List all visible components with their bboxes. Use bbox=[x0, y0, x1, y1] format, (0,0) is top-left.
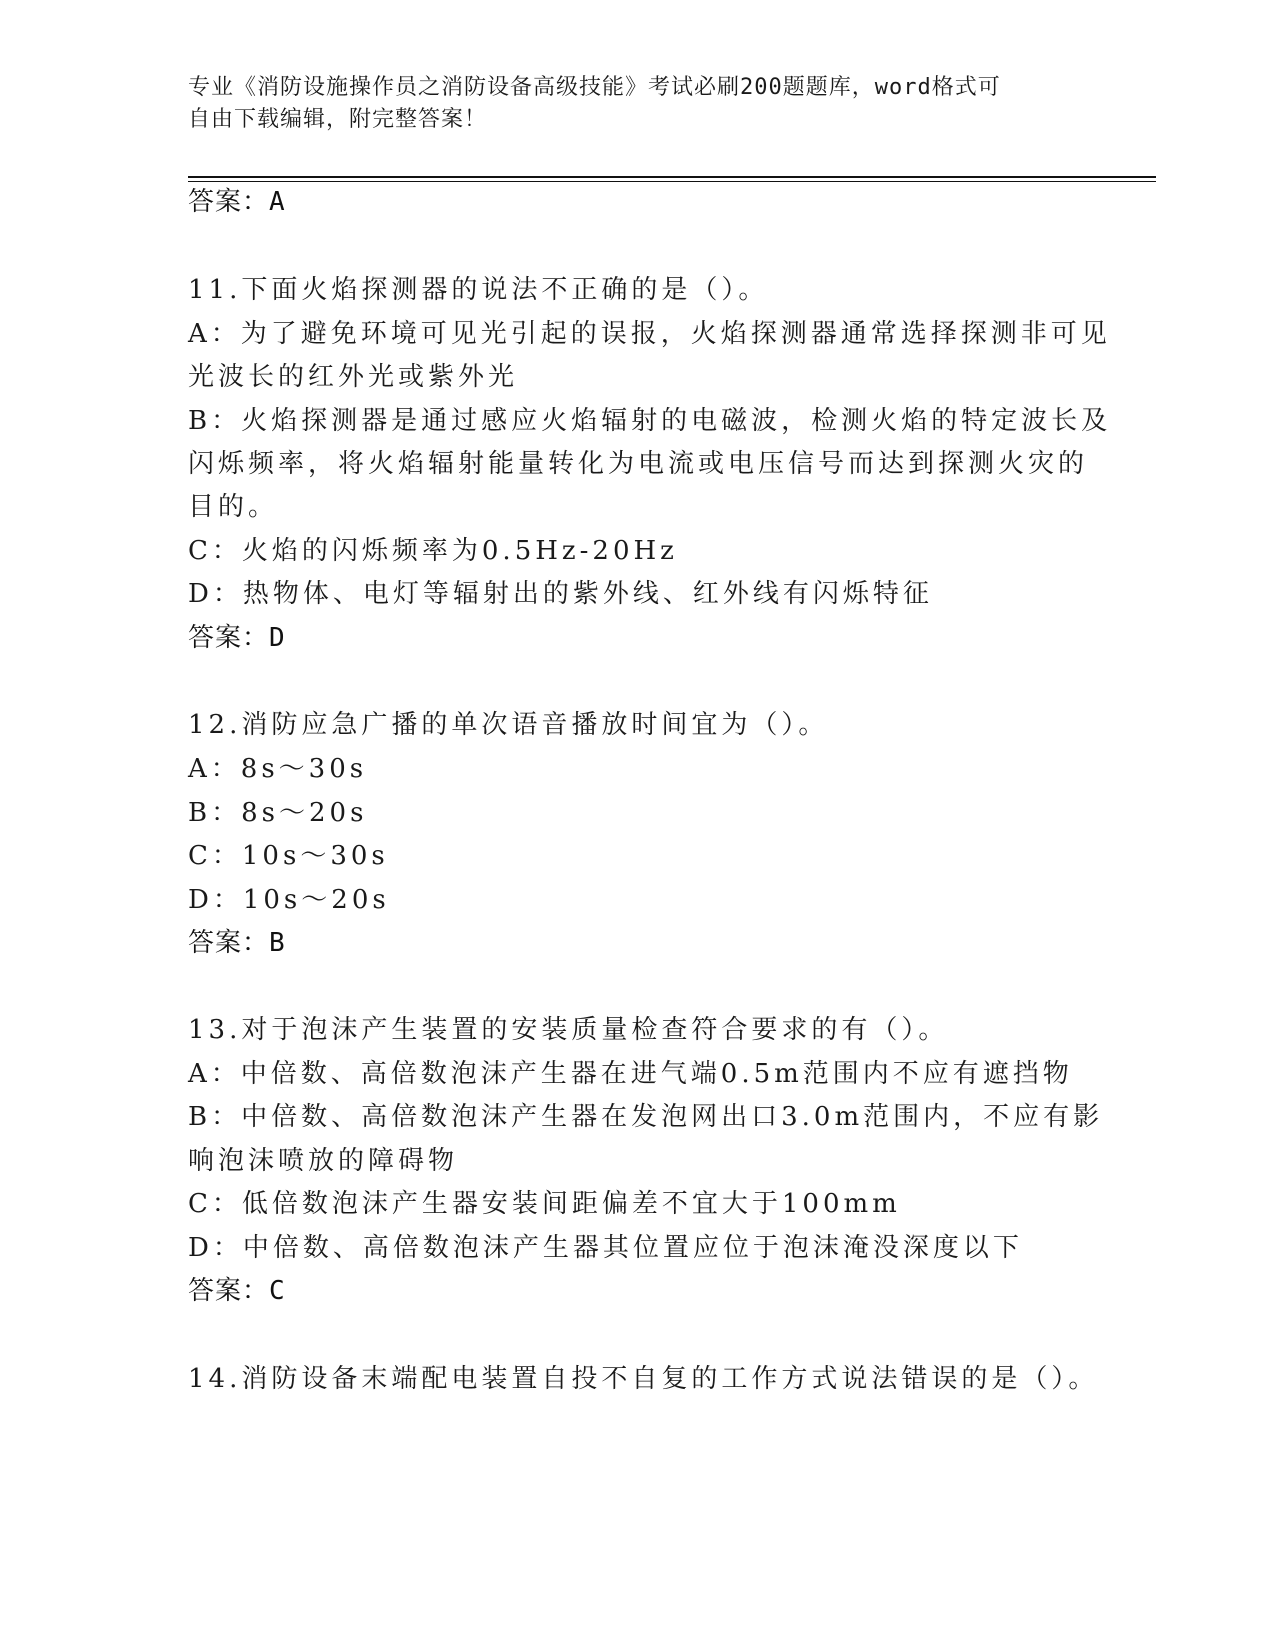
page-header bbox=[188, 72, 1068, 136]
question-12-option-b: B：8s～20s bbox=[188, 798, 368, 828]
question-11-option-c: C：火焰的闪烁频率为0.5Hz-20Hz bbox=[188, 536, 678, 566]
question-11-option-a-line-2: 光波长的红外光或紫外光 bbox=[188, 362, 519, 392]
question-11-stem: 11.下面火焰探测器的说法不正确的是（）。 bbox=[188, 275, 769, 305]
header-rule-thick bbox=[188, 176, 1156, 178]
question-11-option-b-line-1: B：火焰探测器是通过感应火焰辐射的电磁波，检测火焰的特定波长及 bbox=[188, 406, 1112, 436]
header-rule-thin bbox=[188, 181, 1156, 182]
header-line-1: 专业《消防设施操作员之消防设备高级技能》考试必刷200题题库，word格式可 bbox=[188, 75, 1001, 100]
question-13-option-b-line-2: 响泡沫喷放的障碍物 bbox=[188, 1146, 459, 1176]
question-11-option-d: D：热物体、电灯等辐射出的紫外线、红外线有闪烁特征 bbox=[188, 579, 933, 609]
question-13-answer: 答案：C bbox=[188, 1276, 286, 1306]
question-12-option-d: D：10s～20s bbox=[188, 885, 390, 915]
question-11-answer: 答案：D bbox=[188, 623, 286, 653]
question-12-option-a: A：8s～30s bbox=[188, 754, 368, 784]
question-11-option-a-line-1: A：为了避免环境可见光引起的误报，火焰探测器通常选择探测非可见 bbox=[188, 319, 1111, 349]
question-11-option-b-line-2: 闪烁频率，将火焰辐射能量转化为电流或电压信号而达到探测火灾的 bbox=[188, 449, 1089, 479]
question-13-option-a: A：中倍数、高倍数泡沫产生器在进气端0.5m范围内不应有遮挡物 bbox=[188, 1059, 1073, 1089]
question-12-option-c: C：10s～30s bbox=[188, 841, 389, 871]
answer-previous-question: 答案：A bbox=[188, 187, 286, 217]
question-12-answer: 答案：B bbox=[188, 928, 286, 958]
question-13-stem: 13.对于泡沫产生装置的安装质量检查符合要求的有（）。 bbox=[188, 1015, 949, 1045]
question-13-option-d: D：中倍数、高倍数泡沫产生器其位置应位于泡沫淹没深度以下 bbox=[188, 1233, 1023, 1263]
header-line-2: 自由下载编辑，附完整答案！ bbox=[188, 107, 488, 132]
question-12-stem: 12.消防应急广播的单次语音播放时间宜为（）。 bbox=[188, 710, 829, 740]
question-13-option-c: C：低倍数泡沫产生器安装间距偏差不宜大于100mm bbox=[188, 1189, 901, 1219]
question-14-stem: 14.消防设备末端配电装置自投不自复的工作方式说法错误的是（）。 bbox=[188, 1364, 1099, 1394]
question-13-option-b-line-1: B：中倍数、高倍数泡沫产生器在发泡网出口3.0m范围内，不应有影 bbox=[188, 1102, 1104, 1132]
question-11-option-b-line-3: 目的。 bbox=[188, 492, 279, 522]
